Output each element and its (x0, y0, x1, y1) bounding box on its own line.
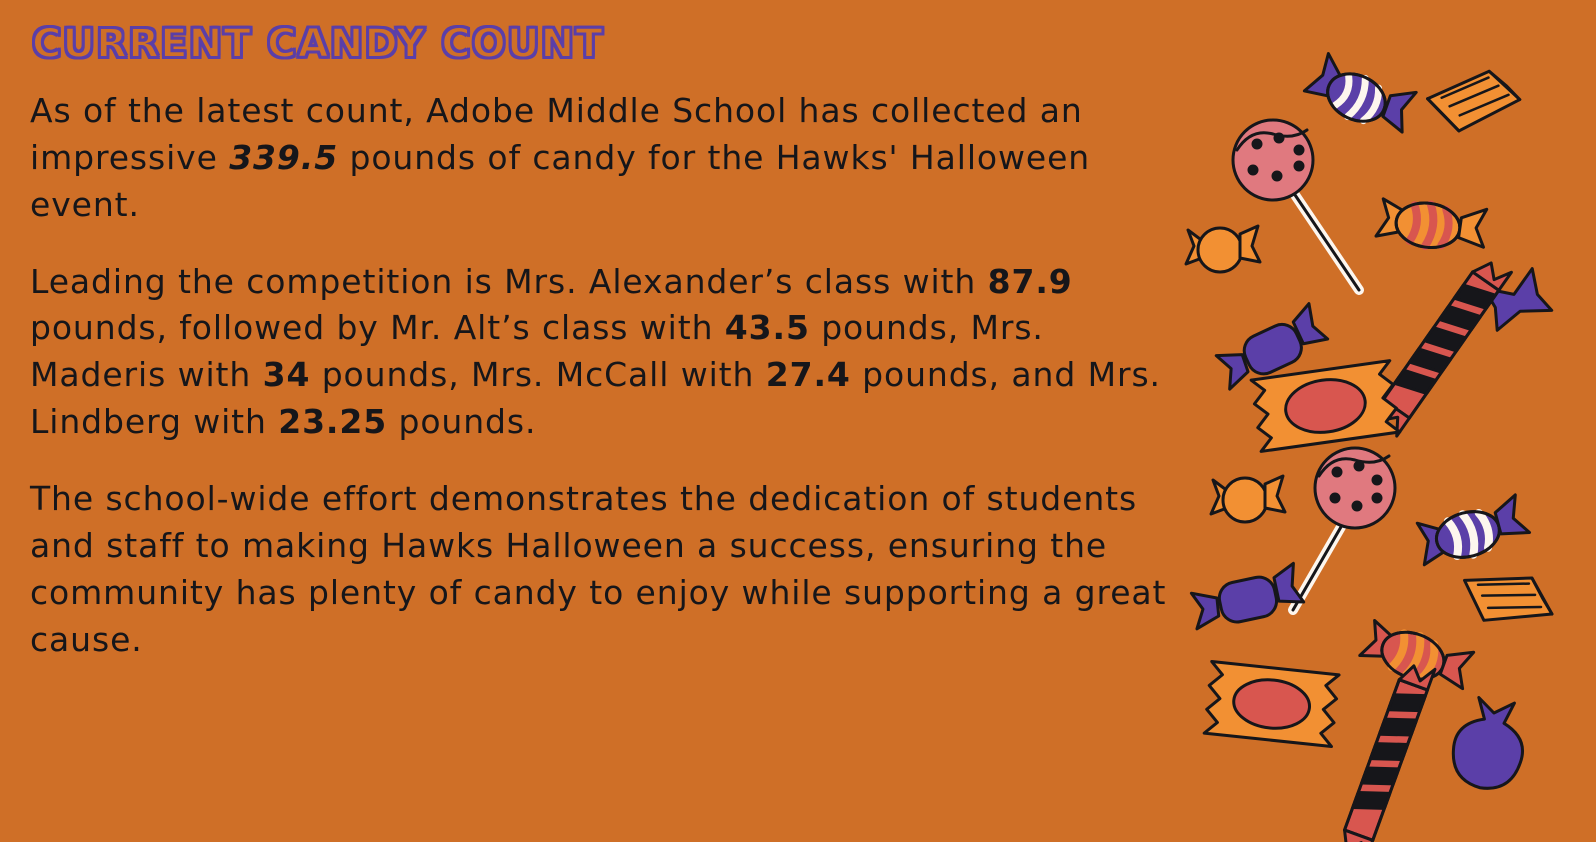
candy-wrapped-purple-left-top (1211, 303, 1330, 391)
candy-bar-orange-top (1251, 361, 1400, 452)
page-title: CURRENT CANDY COUNT (32, 21, 604, 67)
candy-cube-orange-top (1425, 66, 1524, 136)
paragraph-intro (30, 88, 1188, 229)
alexander-pounds-value: 87.9 (987, 261, 1073, 301)
standings-text-3: pounds, Mrs. Maderis with (30, 308, 1044, 395)
candy-stick-striped-bottom (1337, 659, 1435, 842)
poster-content (28, 10, 1188, 663)
candy-bow-purple-top (1481, 267, 1551, 330)
candy-striped-orange-top (1375, 195, 1488, 256)
alt-pounds-value: 43.5 (724, 308, 810, 348)
standings-text-1: Leading the competition is Mrs. Alexander’s class with (30, 261, 988, 301)
standings-text-5: pounds, and Mrs. Lindberg with (30, 355, 1161, 442)
total-pounds-value: 339.5 (229, 137, 339, 177)
candy-striped-purple-top (1302, 49, 1420, 141)
candy-illustration-cluster (1176, 0, 1596, 842)
candy-bag-purple-bottom (1446, 693, 1532, 795)
candy-stick-striped-top (1371, 254, 1512, 436)
lindberg-pounds-value: 23.25 (278, 402, 388, 442)
candy-wrapped-purple-left-bottom (1188, 563, 1305, 631)
paragraph-standings (30, 259, 1188, 446)
standings-text-2: pounds, followed by Mr. Alt’s class with (30, 308, 725, 348)
mccall-pounds-value: 27.4 (765, 355, 851, 395)
lollipop-pink-bottom (1293, 448, 1395, 610)
paragraph-closing (30, 476, 1188, 663)
candy-striped-red-bottom (1358, 616, 1475, 696)
candy-round-orange-top (1186, 226, 1260, 272)
candy-round-orange-bottom (1211, 476, 1285, 522)
intro-text-2: pounds of candy for the Hawks' Halloween event. (30, 137, 1091, 224)
candy-striped-purple-bottom (1413, 494, 1532, 569)
lollipop-pink-top (1233, 120, 1359, 290)
candy-cube-orange-bottom (1458, 567, 1557, 632)
standings-text-4: pounds, Mrs. McCall with (310, 355, 766, 395)
standings-text-6: pounds. (387, 402, 537, 442)
maderis-pounds-value: 34 (262, 355, 311, 395)
candy-bar-orange-bottom (1204, 662, 1339, 747)
closing-text: The school-wide effort demonstrates the dedication of students and staff to making Hawks Halloween a success, ensuring the community has plenty of candy to enjoy while supporting a great cause. (30, 479, 1167, 659)
intro-text-1: As of the latest count, Adobe Middle School has collected an impressive (30, 91, 1083, 177)
